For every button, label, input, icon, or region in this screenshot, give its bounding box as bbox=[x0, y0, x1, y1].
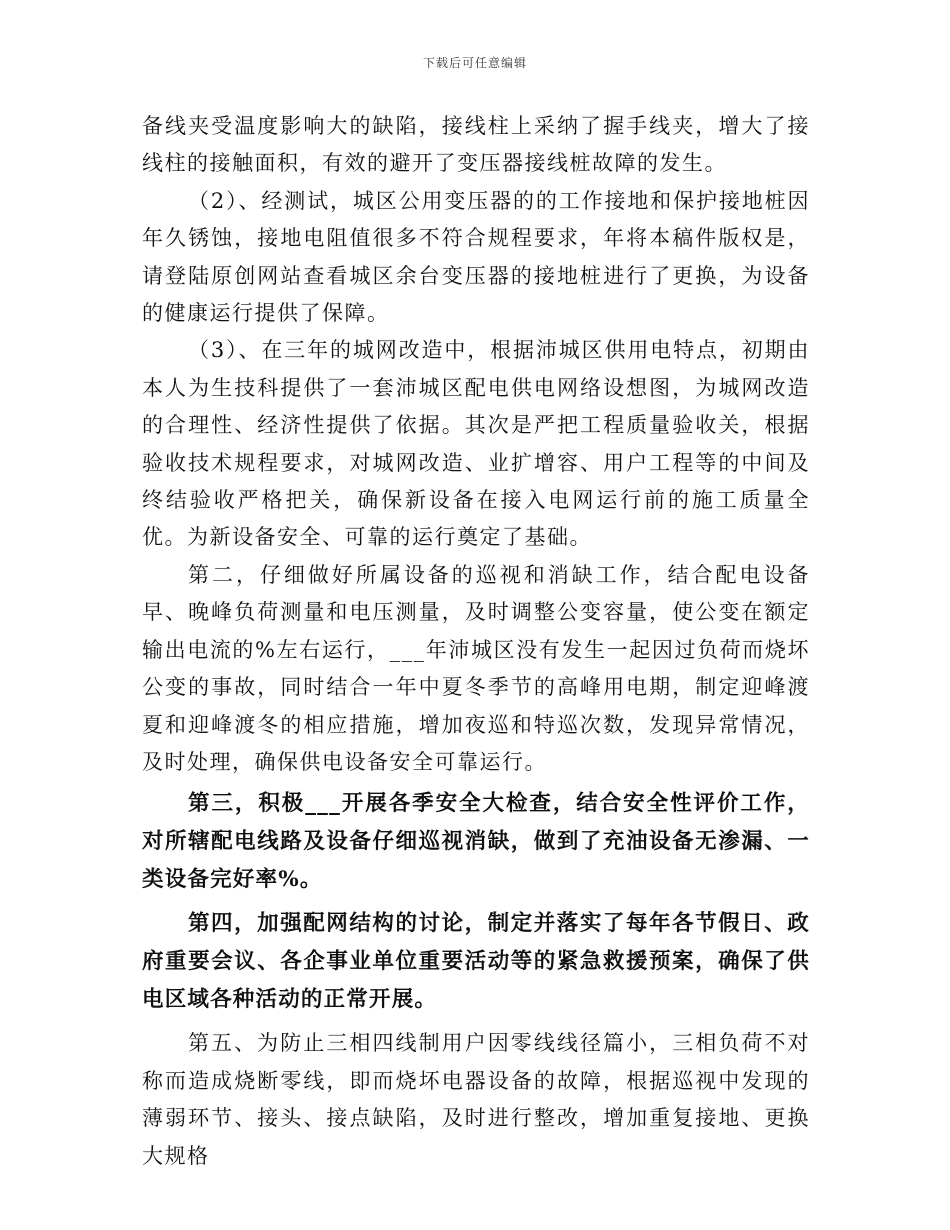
paragraph-item-3: （3）、在三年的城网改造中，根据沛城区供用电特点，初期由本人为生技科提供了一套沛城区配电供电网络设想图，为城网改造的合理性、经济性提供了依据。其次是严把工程质量验收关，根据验收技术规程要求，对城网改造、业扩增容、用户工程等的中间及终结验收严格把关，确保新设备在接入电网运行前的施工质量全优。为新设备安全、可靠的运行奠定了基础。 bbox=[142, 338, 810, 550]
paragraph-fourth-bold: 第四，加强配网结构的讨论，制定并落实了每年各节假日、政府重要会议、各企事业单位重要活动等的紧急救援预案，确保了供电区域各种活动的正常开展。 bbox=[142, 911, 810, 1013]
paragraph-fifth: 第五、为防止三相四线制用户因零线线径篇小，三相负荷不对称而造成烧断零线，即而烧坏电器设备的故障，根据巡视中发现的薄弱环节、接头、接点缺陷，及时进行整改，增加重复接地、更换大规格 bbox=[142, 1031, 810, 1168]
paragraph-continuation: 备线夹受温度影响大的缺陷，接线柱上采纳了握手线夹，增大了接线柱的接触面积，有效的避开了变压器接线桩故障的发生。 bbox=[142, 114, 810, 176]
document-body bbox=[142, 108, 810, 1175]
paragraph-second: 第二，仔细做好所属设备的巡视和消缺工作，结合配电设备早、晚峰负荷测量和电压测量，及时调整公变容量，使公变在额定输出电流的%左右运行，___年沛城区没有发生一起因过负荷而烧坏公变的事故，同时结合一年中夏冬季节的高峰用电期，制定迎峰渡夏和迎峰渡冬的相应措施，增加夜巡和特巡次数，发现异常情况，及时处理，确保供电设备安全可靠运行。 bbox=[142, 562, 810, 774]
paragraph-item-2: （2）、经测试，城区公用变压器的的工作接地和保护接地桩因年久锈蚀，接地电阻值很多不符合规程要求，年将本稿件版权是，请登陆原创网站查看城区余台变压器的接地桩进行了更换，为设备的健康运行提供了保障。 bbox=[142, 188, 810, 326]
paragraph-third-bold: 第三，积极___开展各季安全大检查，结合安全性评价工作，对所辖配电线路及设备仔细巡视消缺，做到了充油设备无渗漏、一类设备完好率%。 bbox=[142, 791, 810, 893]
page-header: 下载后可任意编辑 bbox=[422, 56, 527, 70]
